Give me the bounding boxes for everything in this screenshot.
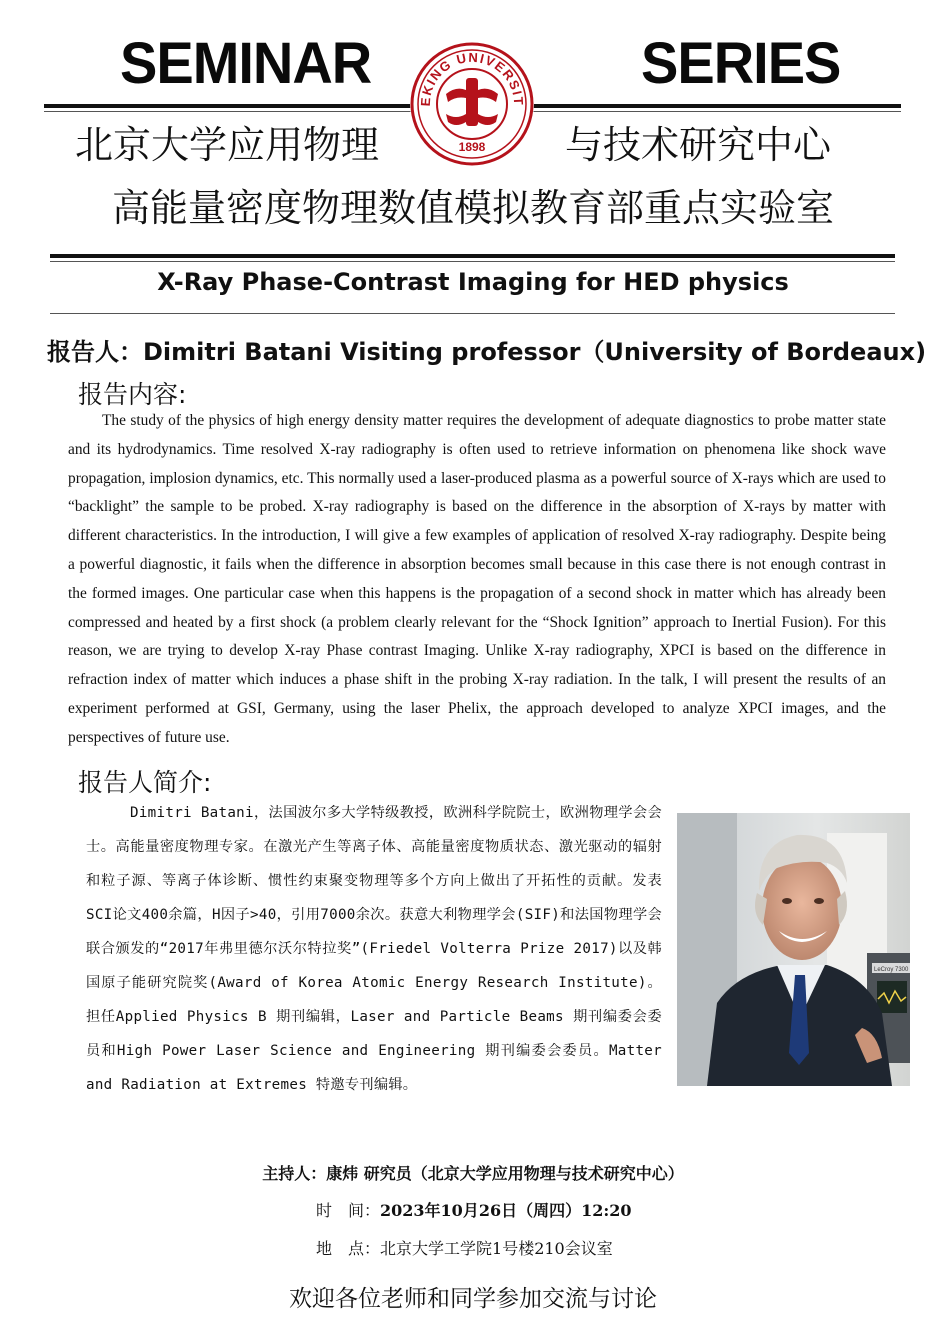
title-rule-bottom [50, 313, 895, 314]
time-row [316, 1198, 632, 1221]
title-rule-top-thin [50, 261, 895, 262]
header-org-right: 与技术研究中心 [565, 123, 832, 167]
time-value: 2023年10月26日（周四）12:20 [380, 1201, 632, 1220]
svg-text:PEKING UNIVERSITY: EKING UNIVERSIT [417, 49, 527, 107]
abstract-body [68, 407, 886, 753]
abstract-paragraph: The study of the physics of high energy density matter requires the development of adequate diagnostics to probe matter state and its hydrodynamics. Time resolved X-ray radiography is often used to retrieve information on phenomena like shock wave propagation, implosion dynamics, etc. This normally used a laser-produced plasma as a powerful source of X-rays which are used to “backlight” the sample to be probed. X-ray radiography is based on the difference in the absorption of X-rays by matter with different characteristics. In the introduction, I will give a few examples of application of resolved X-ray radiography. Despite being a powerful diagnostic, it fails when the difference in absorption becomes small because in this case there is not enough contrast in the formed images. One particular case when this happens is the propagation of a second shock in matter which has already been compressed and heated by a first shock (a problem clearly relevant for the “Shock Ignition” approach to Inertial Fusion). For this reason, we are trying to develop X-ray Phase contrast Imaging. Unlike X-ray radiography, XPCI is based on the difference in refraction index of matter which induces a phase shift in the probing X-ray radiation. In the talk, I will present the results of an experiment performed at GSI, Germany, using the laser Phelix, the approach developed to analyze XPCI images, and the perspectives of future use. [68, 412, 886, 746]
title-rule-top [50, 254, 895, 258]
svg-text:1898: 1898 [458, 140, 486, 154]
time-label: 时 间： [316, 1201, 381, 1220]
speaker-photo [677, 813, 910, 1086]
bio-heading: 报告人简介: [78, 768, 212, 797]
header-lab-name: 高能量密度物理数值模拟教育部重点实验室 [111, 186, 834, 230]
university-seal-logo [410, 42, 534, 166]
header-seminar-word: SEMINAR [120, 29, 372, 96]
talk-title: X-Ray Phase-Contrast Imaging for HED physics [157, 268, 789, 296]
bio-body [86, 796, 662, 1102]
place-row [316, 1236, 613, 1259]
header-org-left: 北京大学应用物理 [75, 123, 380, 167]
header-series-word: SERIES [641, 29, 841, 96]
host-line: 主持人：康炜 研究员（北京大学应用物理与技术研究中心） [262, 1164, 684, 1183]
closing-invitation: 欢迎各位老师和同学参加交流与讨论 [289, 1286, 657, 1312]
place-label: 地 点： [316, 1239, 381, 1258]
speaker-line: 报告人：Dimitri Batani Visiting professor（University of Bordeaux) [47, 338, 927, 366]
bio-paragraph: Dimitri Batani，法国波尔多大学特级教授，欧洲科学院院士，欧洲物理学会会士。高能量密度物理专家。在激光产生等离子体、高能量密度物质状态、激光驱动的辐射和粒子源、等离子体诊断、惯性约束聚变物理等多个方向上做出了开拓性的贡献。发表SCI论文400余篇，H因子>40，引用7000余次。获意大利物理学会(SIF)和法国物理学会联合颁发的“2017年弗里德尔沃尔特拉奖”(Friedel Volterra Prize 2017)以及韩国原子能研究院奖(Award of Korea Atomic Energy Research Institute)。担任Applied Physics B 期刊编辑，Laser and Particle Beams 期刊编委会委员和High Power Laser Science and Engineering 期刊编委会委员。Matter and Radiation at Extremes 特邀专刊编辑。 [86, 805, 662, 1093]
place-value: 北京大学工学院1号楼210会议室 [380, 1239, 613, 1258]
svg-text:LeCroy 7300: LeCroy 7300 [874, 967, 909, 973]
abstract-heading: 报告内容: [78, 380, 187, 409]
